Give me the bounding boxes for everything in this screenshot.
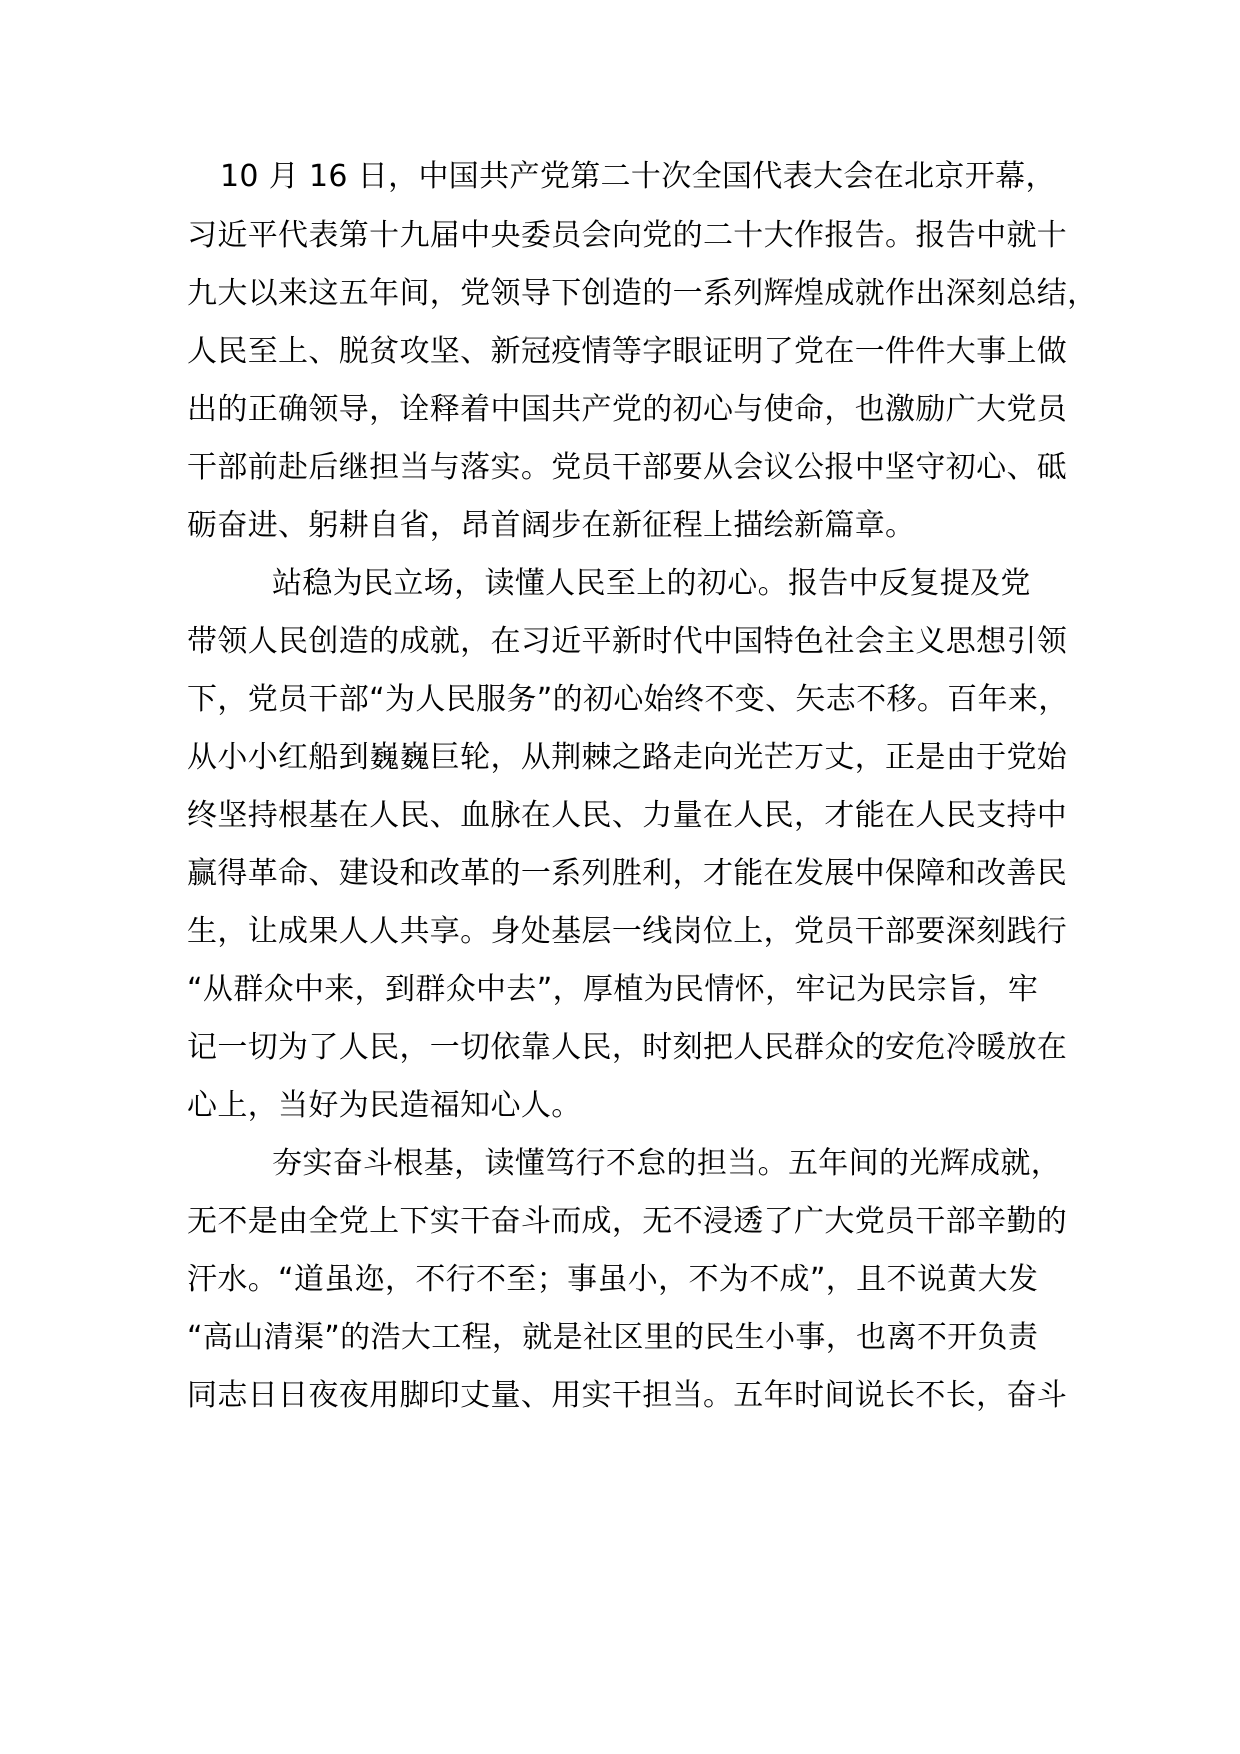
paragraph-2-line-5: 终坚持根基在人民、血脉在人民、力量在人民，才能在人民支持中 (187, 798, 1068, 833)
paragraph-1-line-7: 砺奋进、躬耕自省，昂首阔步在新征程上描绘新篇章。 (187, 508, 916, 543)
paragraph-2-line-9: 记一切为了人民，一切依靠人民，时刻把人民群众的安危冷暖放在 (187, 1030, 1068, 1065)
paragraph-2-line-10: 心上，当好为民造福知心人。 (187, 1088, 582, 1123)
paragraph-1-line-2: 习近平代表第十九届中央委员会向党的二十大作报告。报告中就十 (187, 218, 1068, 253)
paragraph-2-line-1: 站稳为民立场，读懂人民至上的初心。报告中反复提及党 (272, 566, 1031, 601)
paragraph-1-line-3: 九大以来这五年间，党领导下创造的一系列辉煌成就作出深刻总结， (187, 276, 1098, 311)
paragraph-3-line-3: 汗水。“道虽迩，不行不至；事虽小，不为不成”，且不说黄大发 (187, 1262, 1039, 1297)
paragraph-3-line-2: 无不是由全党上下实干奋斗而成，无不浸透了广大党员干部辛勤的 (187, 1204, 1068, 1239)
paragraph-1-line-5: 出的正确领导，诠释着中国共产党的初心与使命，也激励广大党员 (187, 392, 1068, 427)
paragraph-2-line-2: 带领人民创造的成就，在习近平新时代中国特色社会主义思想引领 (187, 624, 1068, 659)
paragraph-2-line-3: 下，党员干部“为人民服务”的初心始终不变、矢志不移。百年来， (187, 682, 1069, 717)
paragraph-1-line-4: 人民至上、脱贫攻坚、新冠疫情等字眼证明了党在一件件大事上做 (187, 334, 1068, 369)
paragraph-2-line-4: 从小小红船到巍巍巨轮，从荆棘之路走向光芒万丈，正是由于党始 (187, 740, 1068, 775)
paragraph-1-line-1: 10 月 16 日，中国共产党第二十次全国代表大会在北京开幕， (220, 159, 1056, 194)
paragraph-1-line-6: 干部前赴后继担当与落实。党员干部要从会议公报中坚守初心、砥 (187, 450, 1068, 485)
paragraph-2-line-8: “从群众中来，到群众中去”，厚植为民情怀，牢记为民宗旨，牢 (187, 972, 1039, 1007)
paragraph-3-line-5: 同志日日夜夜用脚印丈量、用实干担当。五年时间说长不长，奋斗 (187, 1378, 1068, 1413)
paragraph-3-line-4: “高山清渠”的浩大工程，就是社区里的民生小事，也离不开负责 (187, 1320, 1039, 1355)
paragraph-2-line-6: 赢得革命、建设和改革的一系列胜利，才能在发展中保障和改善民 (187, 856, 1068, 891)
paragraph-3-line-1: 夯实奋斗根基，读懂笃行不怠的担当。五年间的光辉成就， (272, 1146, 1062, 1181)
paragraph-2-line-7: 生，让成果人人共享。身处基层一线岗位上，党员干部要深刻践行 (187, 914, 1068, 949)
